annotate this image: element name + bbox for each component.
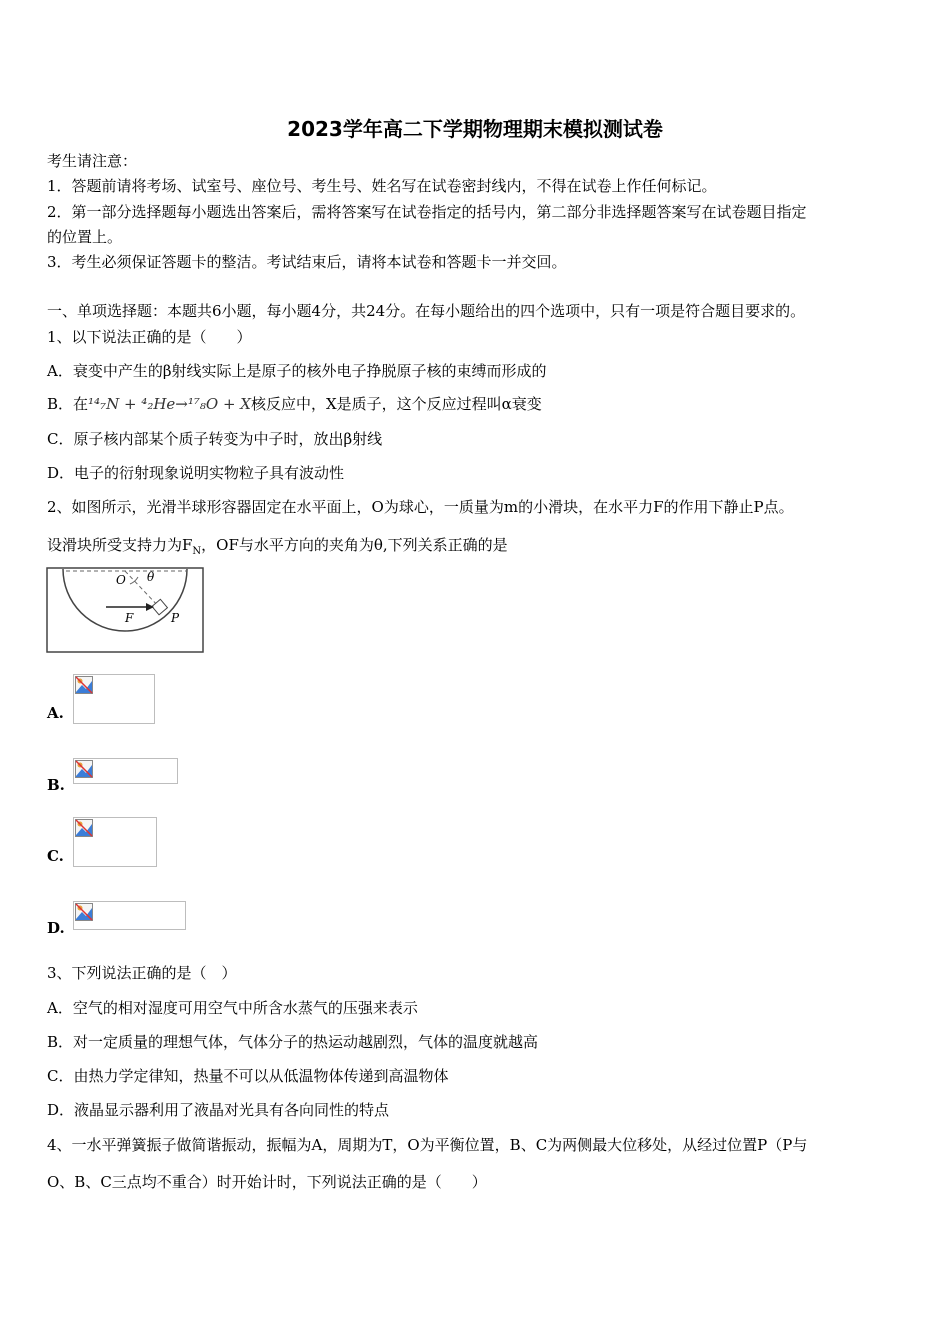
- q3-option-d: D．液晶显示器利用了液晶对光具有各向同性的特点: [47, 1101, 390, 1119]
- q2-stem-subscript: N: [192, 546, 202, 557]
- q1-option-a: A．衰变中产生的β射线实际上是原子的核外电子挣脱原子核的束缚而形成的: [47, 362, 547, 380]
- label-p: P: [171, 611, 180, 625]
- q2-option-a-label: A.: [47, 704, 64, 722]
- q3-stem: 3、下列说法正确的是（ ）: [47, 964, 237, 982]
- q2-stem-part2: ，OF与水平方向的夹角为θ,下列关系正确的是: [201, 536, 508, 554]
- q2-option-d-label: D.: [47, 919, 65, 937]
- broken-image-icon: [75, 903, 93, 921]
- hemisphere-figure: [46, 567, 204, 653]
- q2-option-b-image: [73, 758, 178, 784]
- q3-option-b: B．对一定质量的理想气体，气体分子的热运动越剧烈，气体的温度就越高: [47, 1033, 539, 1051]
- q1-option-c: C．原子核内部某个质子转变为中子时，放出β射线: [47, 430, 383, 448]
- section-heading: 一、单项选择题：本题共6小题，每小题4分，共24分。在每小题给出的四个选项中，只有一项是符合题目要求的。: [47, 302, 806, 320]
- q4-stem-line1: 4、一水平弹簧振子做简谐振动，振幅为A，周期为T，O为平衡位置，B、C为两侧最大位移处，从经过位置P（P与: [47, 1136, 808, 1154]
- notice-3: 3．考生必须保证答题卡的整洁。考试结束后，请将本试卷和答题卡一并交回。: [47, 253, 567, 271]
- q4-stem-line2: O、B、C三点均不重合）时开始计时，下列说法正确的是（ ）: [47, 1173, 487, 1191]
- q1-option-b: [47, 394, 542, 414]
- nuclear-formula: ¹⁴₇N + ⁴₂He→¹⁷₈O + X: [88, 395, 251, 413]
- notice-1: 1．答题前请将考场、试室号、座位号、考生号、姓名写在试卷密封线内，不得在试卷上作任何标记。: [47, 177, 717, 195]
- notice-2: 2．第一部分选择题每小题选出答案后，需将答案写在试卷指定的括号内，第二部分非选择题答案写在试卷题目指定: [47, 203, 807, 221]
- q2-option-c-image: [73, 817, 157, 867]
- q1-option-d: D．电子的衍射现象说明实物粒子具有波动性: [47, 464, 345, 482]
- q2-option-a-image: [73, 674, 155, 724]
- label-theta: θ: [147, 570, 155, 584]
- q2-stem-part1: 设滑块所受支持力为F: [47, 536, 193, 554]
- q1-option-b-prefix: B．在: [47, 395, 89, 413]
- q2-stem-line1: 2、如图所示，光滑半球形容器固定在水平面上，O为球心，一质量为m的小滑块，在水平力F的作用下静止P点。: [47, 498, 794, 516]
- q1-stem: 1、以下说法正确的是（ ）: [47, 328, 252, 346]
- notice-2-cont: 的位置上。: [47, 228, 123, 246]
- q1-option-b-suffix: 核反应中，X是质子，这个反应过程叫α衰变: [250, 395, 542, 413]
- broken-image-icon: [75, 676, 93, 694]
- q2-option-b-label: B.: [47, 776, 65, 794]
- q3-option-a: A．空气的相对湿度可用空气中所含水蒸气的压强来表示: [47, 999, 418, 1017]
- broken-image-icon: [75, 760, 93, 778]
- label-o: O: [116, 573, 126, 587]
- notice-heading: 考生请注意：: [47, 152, 138, 170]
- page-title: 2023学年高二下学期物理期末模拟测试卷: [287, 117, 663, 141]
- q2-option-c-label: C.: [47, 847, 64, 865]
- label-f: F: [125, 611, 134, 625]
- q2-option-d-image: [73, 901, 186, 930]
- q3-option-c: C．由热力学定律知，热量不可以从低温物体传递到高温物体: [47, 1067, 449, 1085]
- broken-image-icon: [75, 819, 93, 837]
- q2-stem-line2: [47, 535, 508, 562]
